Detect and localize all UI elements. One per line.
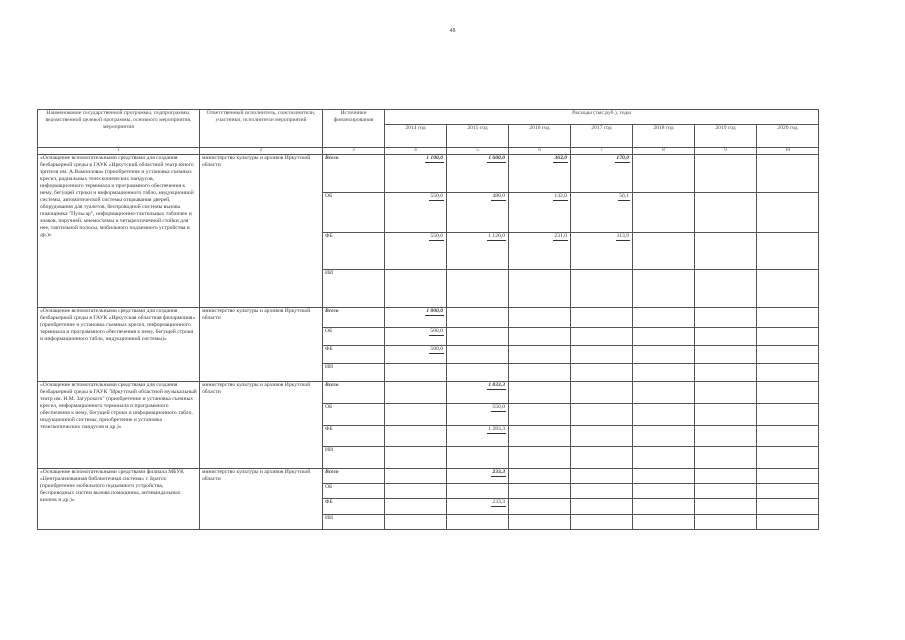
column-number: 1 — [38, 148, 200, 155]
value-cell — [571, 270, 633, 308]
value: 500,0 — [430, 346, 443, 352]
value-cell — [509, 499, 571, 515]
value-cell — [571, 515, 633, 530]
value-cell — [757, 484, 819, 499]
value-cell — [571, 328, 633, 346]
value-cell — [385, 469, 447, 484]
value: 132,0 — [554, 193, 567, 199]
column-number: 8 — [633, 148, 695, 155]
value-cell — [509, 308, 571, 328]
value-cell — [757, 404, 819, 426]
value-cell — [509, 328, 571, 346]
value-cell — [757, 346, 819, 364]
value-cell — [571, 346, 633, 364]
value-cell — [695, 193, 757, 233]
value-cell — [757, 233, 819, 270]
value-cell — [757, 193, 819, 233]
value-cell — [447, 426, 509, 447]
source-label: ФБ — [323, 346, 385, 364]
column-number: 4 — [385, 148, 447, 155]
executor-name: министерство культуры и архивов Иркутской области — [200, 155, 323, 308]
value-cell — [757, 499, 819, 515]
program-name: «Оснащение вспомогательными средствами для создания безбарьерной среды в ГАУК «Иркутский областной театр юного зрителя им. А.Вампилова» (приобретение и установка съемных кресел, радиальных телескопических пандусов, информационного терминала и программного обеспечения к нему, бегущей строки и информационного табло, индукционной системы, автоматической системы открывания дверей, оборудования для туалетов, беспроводной системы вызова помощника "Пульсар", информационно-тактильных табличек и знаков, поручней, мнемосхемы и четырехточечной стойки для нее, тактильной полосы, мобильного подъемного устройства и др.)» — [38, 155, 200, 308]
value-cell — [447, 364, 509, 382]
value-cell — [509, 469, 571, 484]
value-cell — [447, 233, 509, 270]
source-label: Всего — [323, 308, 385, 328]
value-cell — [447, 308, 509, 328]
header-year: 2015 год — [447, 125, 509, 148]
value-cell — [695, 447, 757, 469]
value-cell — [695, 382, 757, 404]
header-program: Наименование государственной программы, подпрограммы, ведомственной целевой программы, основного мероприятия, мероприятия — [38, 110, 200, 148]
header-year: 2020 год — [757, 125, 819, 148]
value-cell — [633, 270, 695, 308]
value-cell — [571, 484, 633, 499]
value-cell — [633, 193, 695, 233]
value-cell — [385, 499, 447, 515]
value-cell — [447, 193, 509, 233]
value-cell — [447, 515, 509, 530]
header-source: Источники финансирования — [323, 110, 385, 148]
source-label: Всего — [323, 382, 385, 404]
value-cell — [695, 515, 757, 530]
value-cell — [571, 382, 633, 404]
value: 550,0 — [430, 193, 443, 199]
value-cell — [509, 193, 571, 233]
table-body — [38, 155, 819, 530]
value: 113,9 — [616, 233, 629, 239]
table-row — [38, 308, 819, 328]
program-name: «Оснащение вспомогательными средствами для создания безбарьерной среды в ГАУК «Иркутская областная филармония» (приобретение и установка съемных кресел, информационного терминала и программного обеспечения к нему, бегущей строки и информационного табло, индукционной системы)» — [38, 308, 200, 382]
executor-name: министерство культуры и архивов Иркутской области — [200, 469, 323, 530]
value-cell — [757, 328, 819, 346]
value-cell — [571, 364, 633, 382]
table-row — [38, 382, 819, 404]
source-label: ИИ — [323, 447, 385, 469]
value-cell — [757, 308, 819, 328]
value-cell — [385, 193, 447, 233]
program-name: «Оснащение вспомогательными средствами для создания безбарьерной среды в ГАУК "Иркутский областной музыкальный театр им. Н.М. Загурского" (приобретение и установка съемных кресел, информационного терминала и программного обеспечения к нему, бегущей строки и информационного табло, индукционной системы, приобретение и установка телескопических пандусов и др.)» — [38, 382, 200, 469]
value-cell — [571, 308, 633, 328]
value-cell — [447, 270, 509, 308]
value-cell — [447, 382, 509, 404]
value-cell — [757, 270, 819, 308]
value-cell — [633, 447, 695, 469]
header-expenses: Расходы (тыс.руб.), годы — [385, 110, 819, 125]
value-cell — [633, 233, 695, 270]
source-label: ФБ — [323, 499, 385, 515]
source-label: Всего — [323, 155, 385, 193]
value: 1 600,0 — [488, 155, 505, 161]
value-cell — [385, 426, 447, 447]
value-cell — [757, 155, 819, 193]
value-cell — [633, 155, 695, 193]
value-cell — [447, 346, 509, 364]
value-cell — [757, 382, 819, 404]
source-label: ОБ — [323, 484, 385, 499]
value: 170,0 — [616, 155, 629, 161]
budget-table — [37, 109, 819, 530]
value-cell — [695, 270, 757, 308]
column-number: 2 — [200, 148, 323, 155]
source-label: ИИ — [323, 515, 385, 530]
source-label: ОБ — [323, 328, 385, 346]
value-cell — [695, 404, 757, 426]
value-cell — [633, 328, 695, 346]
value-cell — [509, 155, 571, 193]
value-cell — [633, 484, 695, 499]
value-cell — [695, 426, 757, 447]
value-cell — [757, 364, 819, 382]
source-label: ФБ — [323, 426, 385, 447]
value-cell — [447, 499, 509, 515]
value-cell — [571, 155, 633, 193]
page-number: 48 — [449, 28, 456, 34]
value-cell — [509, 364, 571, 382]
source-label: ИИ — [323, 364, 385, 382]
value-cell — [509, 404, 571, 426]
value-cell — [571, 499, 633, 515]
header-year: 2019 год — [695, 125, 757, 148]
column-number: 3 — [323, 148, 385, 155]
source-label: ИИ — [323, 270, 385, 308]
value-cell — [571, 233, 633, 270]
value: 56,1 — [619, 193, 629, 199]
value-cell — [695, 155, 757, 193]
value-cell — [633, 469, 695, 484]
value-cell — [757, 426, 819, 447]
executor-name: министерство культуры и архивов Иркутской области — [200, 382, 323, 469]
value-cell — [757, 469, 819, 484]
value-cell — [695, 328, 757, 346]
table-row — [38, 155, 819, 193]
table-row — [38, 469, 819, 484]
value-cell — [385, 233, 447, 270]
value-cell — [695, 364, 757, 382]
source-label: ФБ — [323, 233, 385, 270]
header-year: 2018 год — [633, 125, 695, 148]
value-cell — [385, 155, 447, 193]
value: 480,0 — [492, 193, 505, 199]
value-cell — [695, 484, 757, 499]
value-cell — [757, 515, 819, 530]
value: 233,3 — [492, 499, 505, 505]
value-cell — [695, 233, 757, 270]
value-cell — [385, 484, 447, 499]
header-year: 2016 год — [509, 125, 571, 148]
value: 1 100,0 — [426, 155, 443, 161]
value-cell — [695, 499, 757, 515]
value-cell — [447, 404, 509, 426]
value-cell — [447, 155, 509, 193]
value: 550,0 — [492, 404, 505, 410]
value-cell — [385, 270, 447, 308]
value-cell — [633, 308, 695, 328]
value-cell — [633, 346, 695, 364]
value-cell — [571, 404, 633, 426]
value-cell — [385, 328, 447, 346]
value-cell — [571, 469, 633, 484]
value-cell — [385, 382, 447, 404]
value-cell — [385, 515, 447, 530]
value: 1 000,0 — [426, 308, 443, 314]
value-cell — [385, 364, 447, 382]
value-cell — [633, 499, 695, 515]
value: 1 283,3 — [488, 426, 505, 432]
value-cell — [695, 346, 757, 364]
value: 363,0 — [554, 155, 567, 161]
value-cell — [509, 346, 571, 364]
value-cell — [447, 328, 509, 346]
value-cell — [385, 404, 447, 426]
value-cell — [385, 346, 447, 364]
program-name: «Оснащение вспомогательными средствами филиала МБУК «Централизованная библиотечная система» г. Братск (приобретение мобильного подъемного устройства, беспроводных систем вызова помощника, антивандальных кнопок и др.)» — [38, 469, 200, 530]
value-cell — [509, 515, 571, 530]
value: 231,0 — [554, 233, 567, 239]
value: 500,0 — [430, 328, 443, 334]
value-cell — [385, 308, 447, 328]
column-number: 7 — [571, 148, 633, 155]
value: 550,0 — [430, 233, 443, 239]
column-number: 10 — [757, 148, 819, 155]
value-cell — [509, 484, 571, 499]
header-year: 2014 год — [385, 125, 447, 148]
value-cell — [385, 447, 447, 469]
source-label: ОБ — [323, 404, 385, 426]
value-cell — [571, 193, 633, 233]
value-cell — [447, 469, 509, 484]
value-cell — [509, 426, 571, 447]
value-cell — [509, 270, 571, 308]
value-cell — [447, 484, 509, 499]
value-cell — [695, 469, 757, 484]
value-cell — [509, 233, 571, 270]
value: 233,3 — [492, 469, 505, 475]
value-cell — [571, 447, 633, 469]
value-cell — [571, 426, 633, 447]
value-cell — [633, 364, 695, 382]
column-number: 9 — [695, 148, 757, 155]
value-cell — [757, 447, 819, 469]
value-cell — [633, 515, 695, 530]
value-cell — [633, 404, 695, 426]
source-label: ОБ — [323, 193, 385, 233]
source-label: Всего — [323, 469, 385, 484]
column-number: 6 — [509, 148, 571, 155]
header-year: 2017 год — [571, 125, 633, 148]
value-cell — [447, 447, 509, 469]
value: 1 120,0 — [488, 233, 505, 239]
header-executor: Ответственный исполнитель, соисполнители, участники, исполнители мероприятий — [200, 110, 323, 148]
value-cell — [633, 382, 695, 404]
executor-name: министерство культуры и архивов Иркутской области — [200, 308, 323, 382]
value-cell — [695, 308, 757, 328]
value-cell — [509, 447, 571, 469]
column-number: 5 — [447, 148, 509, 155]
value-cell — [633, 426, 695, 447]
value: 1 833,3 — [488, 382, 505, 388]
value-cell — [509, 382, 571, 404]
